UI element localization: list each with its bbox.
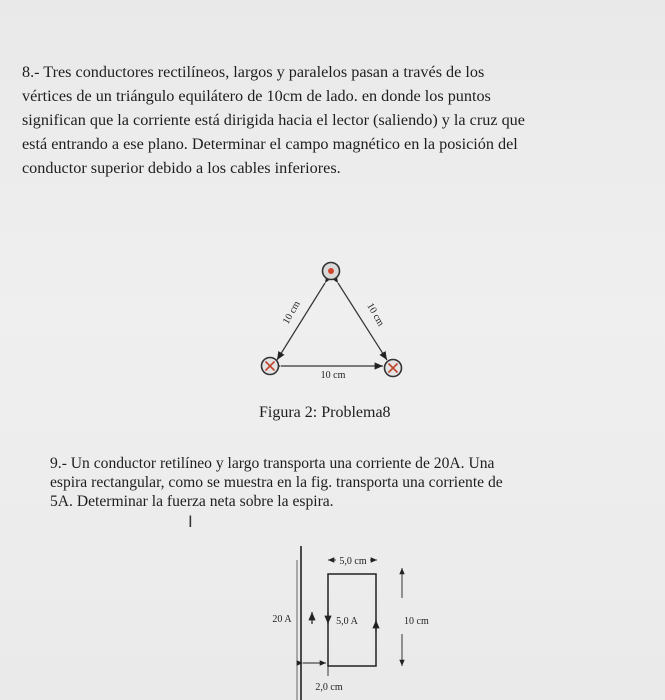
problem-9-line: espira rectangular, como se muestra en la fig. transporta una corriente de: [50, 474, 503, 491]
problem-8-line: significan que la corriente está dirigida hacia el lector (saliendo) y la cruz que: [22, 111, 525, 129]
wire-current-label: 20 A: [272, 614, 292, 625]
loop-current-label: 5,0 A: [336, 616, 358, 627]
top-width-label: 5,0 cm: [339, 556, 367, 567]
figure-3-wire-loop-diagram: [272, 546, 429, 700]
bottom-right-conductor-cross-icon: [385, 360, 402, 377]
problem-8-line: está entrando a ese plano. Determinar el campo magnético en la posición del: [22, 135, 518, 153]
problem-8-line: 8.- Tres conductores rectilíneos, largos y paralelos pasan a través de los: [22, 63, 485, 81]
problem-9-text: [50, 454, 630, 511]
bottom-left-conductor-cross-icon: [262, 358, 279, 375]
triangle-right-label: 10 cm: [364, 301, 387, 329]
triangle-left-label: 10 cm: [280, 299, 303, 327]
problem-9-line: 9.- Un conductor retilíneo y largo transporta una corriente de 20A. Una: [50, 455, 495, 472]
height-label: 10 cm: [404, 616, 429, 627]
problem-8-line: vértices de un triángulo equilátero de 10cm de lado. en donde los puntos: [22, 87, 491, 105]
problem-9-line: 5A. Determinar la fuerza neta sobre la espira.: [50, 493, 334, 510]
text-cursor-icon: I: [188, 512, 193, 531]
top-conductor-dot-icon: [323, 263, 340, 280]
problem-8-line: conductor superior debido a los cables inferiores.: [22, 159, 341, 177]
triangle-bottom-label: 10 cm: [320, 370, 346, 381]
figure-2-caption: Figura 2: Problema8: [259, 404, 391, 421]
gap-label: 2,0 cm: [315, 682, 343, 693]
